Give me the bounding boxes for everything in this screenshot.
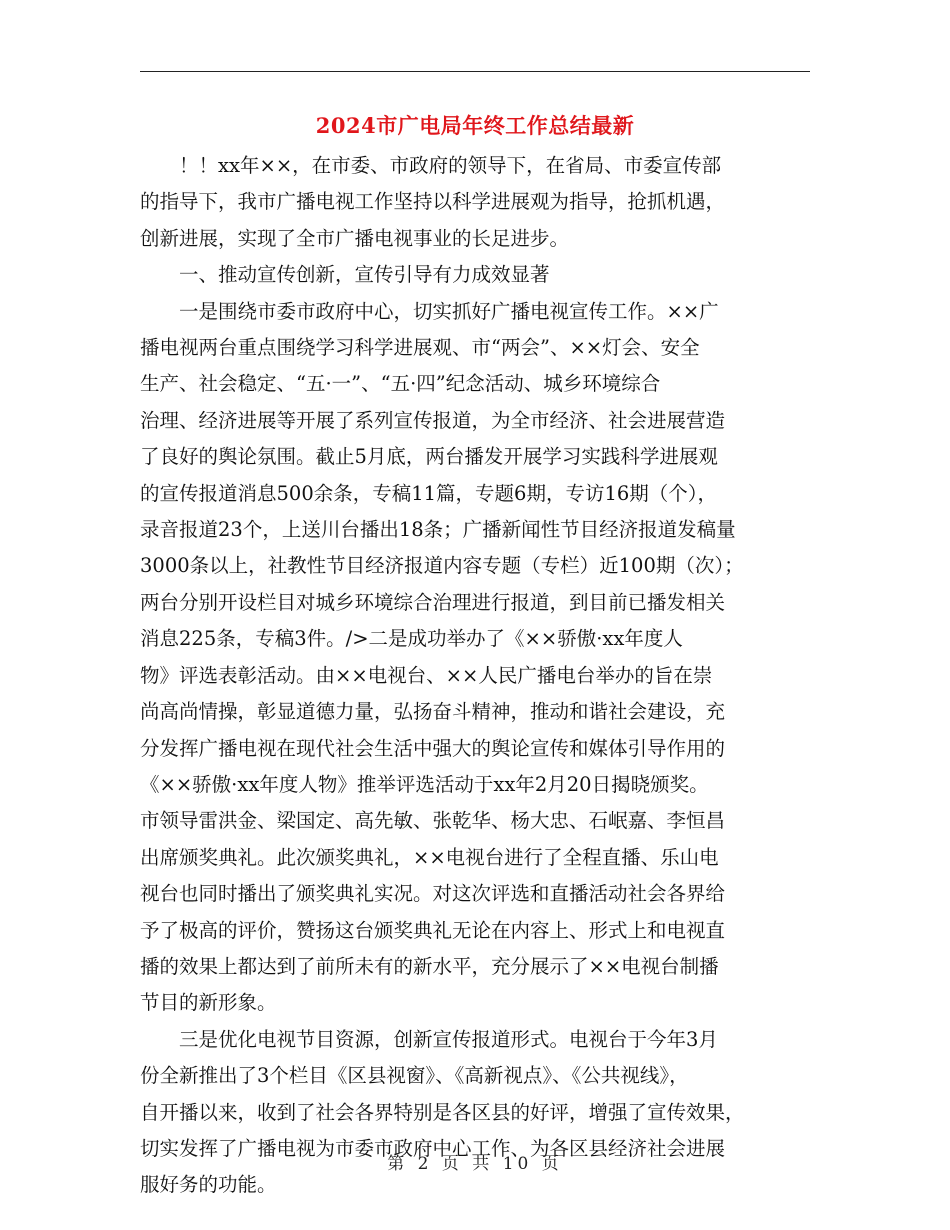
paragraph-line: 录音报道23个，上送川台播出18条；广播新闻性节目经济报道发稿量 — [140, 518, 736, 542]
paragraph-line: 份全新推出了3个栏目《区县视窗》、《高新视点》、《公共视线》， — [140, 1064, 689, 1088]
page-number: 第 2 页 共 10 页 — [387, 1154, 563, 1174]
paragraph-line: 自开播以来，收到了社会各界特别是各区县的好评，增强了宣传效果， — [140, 1100, 745, 1124]
paragraph-line: 消息225条，专稿3件。/>二是成功举办了《××骄傲·xx年度人 — [140, 627, 683, 651]
paragraph-line: 播电视两台重点围绕学习科学进展观、市“两会”、××灯会、安全 — [140, 336, 700, 360]
paragraph-line: 创新进展，实现了全市广播电视事业的长足进步。 — [140, 226, 570, 250]
paragraph-line: 生产、社会稳定、“五·一”、“五·四”纪念活动、城乡环境综合 — [140, 372, 661, 396]
paragraph-line: 视台也同时播出了颁奖典礼实况。对这次评选和直播活动社会各界给 — [140, 882, 726, 906]
paragraph-line: ！！xx年××，在市委、市政府的领导下，在省局、市委宣传部 — [179, 154, 722, 177]
paragraph-line: 服好务的功能。 — [140, 1173, 277, 1197]
paragraph-line: 节目的新形象。 — [140, 991, 277, 1015]
paragraph-line: 了良好的舆论氛围。截止5月底，两台播发开展学习实践科学进展观 — [140, 445, 718, 469]
paragraph-line: 予了极高的评价，赞扬这台颁奖典礼无论在内容上、形式上和电视直 — [140, 918, 726, 942]
paragraph-line: 治理、经济进展等开展了系列宣传报道，为全市经济、社会进展营造 — [140, 408, 726, 432]
paragraph-line: 三是优化电视节目资源，创新宣传报道形式。电视台于今年3月 — [179, 1027, 718, 1051]
document-title: 2024市广电局年终工作总结最新 — [315, 113, 635, 138]
body-paragraph — [140, 148, 810, 257]
body-paragraph — [140, 294, 810, 1022]
paragraph-line: 物》评选表彰活动。由××电视台、××人民广播电台举办的旨在崇 — [140, 663, 713, 687]
paragraph-line: 尚高尚情操，彰显道德力量，弘扬奋斗精神，推动和谐社会建设，充 — [140, 700, 726, 724]
document-body — [140, 148, 810, 1204]
paragraph-line: 两台分别开设栏目对城乡环境综合治理进行报道，到目前已播发相关 — [140, 590, 726, 614]
paragraph-line: 《××骄傲·xx年度人物》推举评选活动于xx年2月20日揭晓颁奖。 — [140, 772, 709, 796]
paragraph-line: 3000条以上，社教性节目经济报道内容专题（专栏）近100期（次）； — [140, 554, 744, 578]
paragraph-line: 的指导下，我市广播电视工作坚持以科学进展观为指导，抢抓机遇， — [140, 190, 726, 214]
paragraph-line: 播的效果上都达到了前所未有的新水平，充分展示了××电视台制播 — [140, 954, 719, 978]
paragraph-line: 的宣传报道消息500余条，专稿11篇，专题6期，专访16期（个）， — [140, 481, 718, 505]
paragraph-line: 一是围绕市委市政府中心，切实抓好广播电视宣传工作。××广 — [179, 299, 719, 323]
header-rule — [140, 71, 810, 72]
paragraph-line: 切实发挥了广播电视为市委市政府中心工作、为各区县经济社会进展 — [140, 1136, 726, 1160]
paragraph-line: 出席颁奖典礼。此次颁奖典礼，××电视台进行了全程直播、乐山电 — [140, 845, 719, 869]
body-paragraph — [140, 257, 810, 293]
paragraph-line: 分发挥广播电视在现代社会生活中强大的舆论宣传和媒体引导作用的 — [140, 736, 726, 760]
paragraph-line: 市领导雷洪金、梁国定、高先敏、张乾华、杨大忠、石岷嘉、李恒昌 — [140, 809, 726, 833]
paragraph-line: 一、推动宣传创新，宣传引导有力成效显著 — [179, 263, 550, 287]
